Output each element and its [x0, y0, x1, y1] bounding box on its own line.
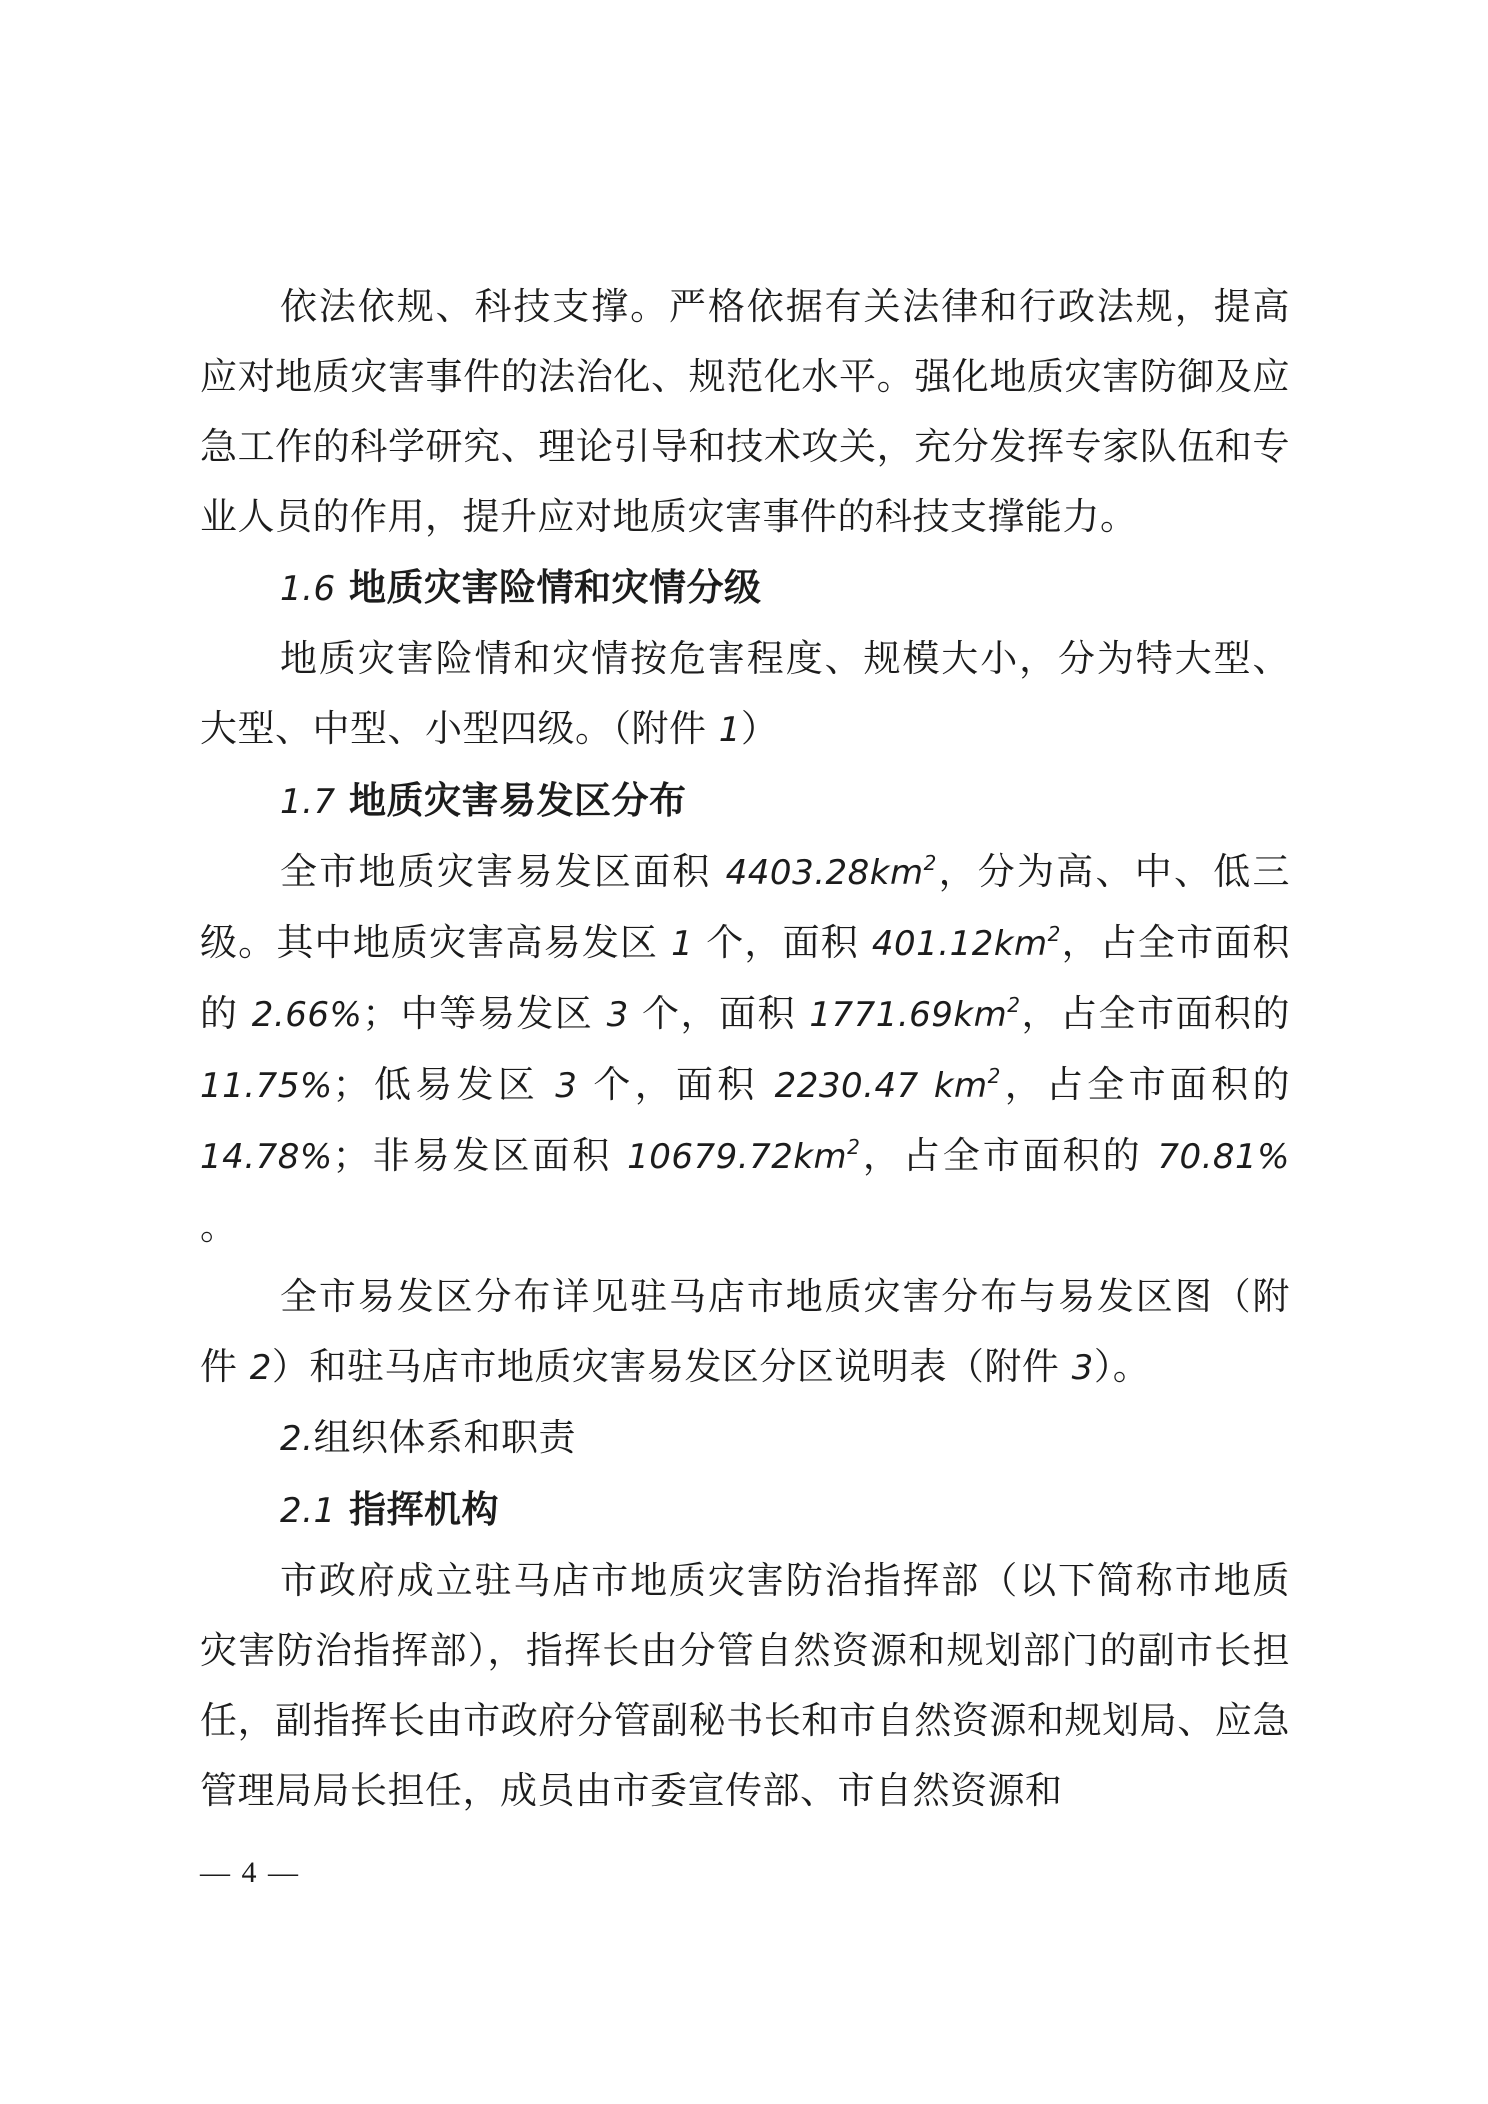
superscript-run: 2	[847, 1135, 861, 1159]
body-paragraph	[200, 1546, 1290, 1826]
text-run: 个，面积	[577, 1063, 775, 1106]
latin-text-run: 3	[555, 1066, 578, 1106]
page-number: — 4 —	[200, 1856, 300, 1889]
latin-text-run: 2.1	[280, 1491, 336, 1531]
latin-text-run: 10679.72km	[627, 1137, 848, 1177]
text-run: ；非易发区面积	[332, 1134, 628, 1177]
superscript-run: 2	[1047, 922, 1061, 946]
text-run: ，分为高、中、低三级。其中地质灾害高易发区	[200, 850, 1291, 964]
latin-text-run: 2	[249, 1348, 272, 1388]
text-run: ，占全市面积的	[1020, 992, 1291, 1035]
latin-text-run: 1	[718, 710, 741, 750]
text-run: 地质灾害险情和灾情分级	[335, 565, 762, 609]
body-paragraph	[200, 624, 1290, 765]
latin-text-run: 1771.69km	[809, 995, 1008, 1035]
text-run: ）	[740, 707, 779, 750]
text-run: 指挥机构	[335, 1487, 499, 1531]
latin-text-run: 3	[606, 995, 629, 1035]
latin-text-run: 1.7	[280, 782, 336, 822]
text-run: 组织体系和职责	[313, 1416, 576, 1459]
latin-text-run: 1.6	[280, 569, 336, 609]
text-run: 全市地质灾害易发区面积	[280, 850, 726, 893]
text-run: 地质灾害险情和灾情按危害程度、规模大小，分为特大型、大型、中型、小型四级。（附件	[200, 637, 1290, 750]
text-run: 全市易发区分布详见驻马店市地质灾害分布与易发区图（附件	[200, 1275, 1290, 1388]
section-heading	[200, 1474, 1290, 1546]
latin-text-run: 14.78%	[200, 1137, 333, 1177]
latin-text-run: 2.	[280, 1419, 314, 1459]
latin-text-run: 1	[671, 924, 694, 964]
body-paragraph	[200, 272, 1290, 552]
text-run: ）和驻马店市地质灾害易发区分区说明表（附件	[271, 1345, 1072, 1388]
chapter-heading	[200, 1403, 1290, 1474]
text-run: 个，面积	[693, 921, 872, 964]
body-paragraph	[200, 1262, 1290, 1403]
text-run: ）。	[1093, 1345, 1151, 1388]
latin-text-run: 11.75%	[200, 1066, 333, 1106]
superscript-run: 2	[987, 1064, 1001, 1088]
text-run: 依法依规、科技支撑。严格依据有关法律和行政法规，提高应对地质灾害事件的法治化、规范化水平。强化地质灾害防御及应急工作的科学研究、理论引导和技术攻关，充分发挥专家队伍和专业人员的作用，提升应对地质灾害事件的科技支撑能力。	[200, 285, 1290, 538]
text-run: 个，面积	[628, 992, 810, 1035]
superscript-run: 2	[1007, 993, 1021, 1017]
latin-text-run: 401.12km	[871, 924, 1048, 964]
latin-text-run: 3	[1071, 1348, 1094, 1388]
section-heading	[200, 552, 1290, 624]
text-run: ，占全市面积的	[1000, 1063, 1290, 1106]
text-run: ；中等易发区	[362, 992, 607, 1035]
text-run: ，占全市面积的	[200, 921, 1290, 1035]
text-run: 。	[200, 1205, 238, 1248]
text-run: 市政府成立驻马店市地质灾害防治指挥部（以下简称市地质灾害防治指挥部），指挥长由分管自然资源和规划部门的副市长担任，副指挥长由市政府分管副秘书长和市自然资源和规划局、应急管理局局长担任，成员由市委宣传部、市自然资源和	[200, 1559, 1290, 1812]
section-heading	[200, 765, 1290, 837]
latin-text-run: 2.66%	[251, 995, 363, 1035]
text-run: ，占全市面积的	[860, 1134, 1158, 1177]
latin-text-run: 4403.28km	[725, 853, 924, 893]
text-run: ；低易发区	[332, 1063, 556, 1106]
latin-text-run: 70.81%	[1157, 1137, 1290, 1177]
superscript-run: 2	[923, 851, 937, 875]
body-paragraph	[200, 837, 1290, 1262]
document-body	[200, 272, 1290, 1826]
latin-text-run: 2230.47 km	[774, 1066, 988, 1106]
text-run: 地质灾害易发区分布	[335, 778, 687, 822]
